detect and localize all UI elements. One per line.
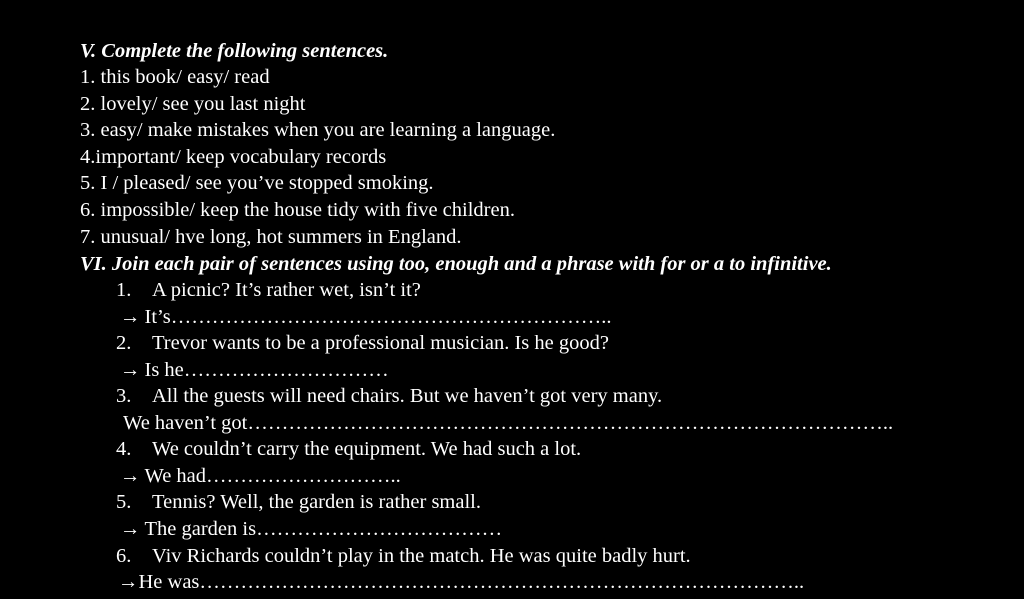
exercise-6-text: Viv Richards couldn’t play in the match. He was quite badly hurt. (152, 545, 691, 567)
section-v-item-5: 5. I / pleased/ see you’ve stopped smoking. (80, 172, 434, 194)
section-vi-heading: VI. Join each pair of sentences using too, enough and a phrase with for or a to infinitive. (80, 253, 832, 275)
exercise-5-prompt (116, 490, 481, 514)
section-v-item-4: 4.important/ keep vocabulary records (80, 146, 387, 168)
exercise-4-number: 4. (116, 438, 132, 460)
exercise-2-prompt (116, 331, 609, 355)
exercise-5-number: 5. (116, 491, 132, 513)
exercise-2-answer-text: Is he………………………… (144, 359, 389, 381)
exercise-4-prompt (116, 437, 581, 461)
exercise-3-prompt (116, 384, 662, 408)
exercise-3-number: 3. (116, 385, 132, 407)
exercise-1-number: 1. (116, 279, 132, 301)
exercise-1-prompt (116, 278, 421, 302)
exercise-6-prompt (116, 544, 691, 568)
right-arrow-icon: → (120, 465, 141, 487)
exercise-4-answer (120, 464, 401, 488)
exercise-1-answer-text: It’s……………………………………………………….. (144, 306, 612, 328)
exercise-3-answer-text: We haven’t got………………………………………………………………………………….. (123, 412, 894, 434)
section-v-item-6: 6. impossible/ keep the house tidy with five children. (80, 199, 515, 221)
right-arrow-icon: → (120, 359, 141, 381)
right-arrow-icon: → (120, 518, 141, 540)
exercise-3-text: All the guests will need chairs. But we haven’t got very many. (152, 385, 663, 407)
exercise-5-text: Tennis? Well, the garden is rather small. (152, 491, 481, 513)
exercise-2-text: Trevor wants to be a professional musician. Is he good? (152, 332, 609, 354)
section-v-item-2: 2. lovely/ see you last night (80, 93, 306, 115)
right-arrow-icon: → (120, 306, 141, 328)
exercise-2-answer (120, 358, 389, 382)
exercise-1-text: A picnic? It’s rather wet, isn’t it? (152, 279, 421, 301)
exercise-6-answer-text: He was…………………………………………………………………………….. (138, 571, 805, 593)
exercise-5-answer-text: The garden is……………………………… (144, 518, 503, 540)
section-v-item-3: 3. easy/ make mistakes when you are learning a language. (80, 119, 556, 141)
section-v-item-1: 1. this book/ easy/ read (80, 66, 270, 88)
exercise-2-number: 2. (116, 332, 132, 354)
exercise-6-answer (118, 570, 804, 594)
right-arrow-icon: → (118, 571, 139, 593)
section-v-item-7: 7. unusual/ hve long, hot summers in England. (80, 226, 462, 248)
exercise-4-answer-text: We had……………………….. (144, 465, 401, 487)
exercise-4-text: We couldn’t carry the equipment. We had such a lot. (152, 438, 582, 460)
exercise-6-number: 6. (116, 545, 132, 567)
exercise-1-answer (120, 305, 611, 329)
section-v-heading: V. Complete the following sentences. (80, 40, 389, 62)
exercise-3-answer (123, 411, 893, 435)
exercise-5-answer (120, 517, 502, 541)
